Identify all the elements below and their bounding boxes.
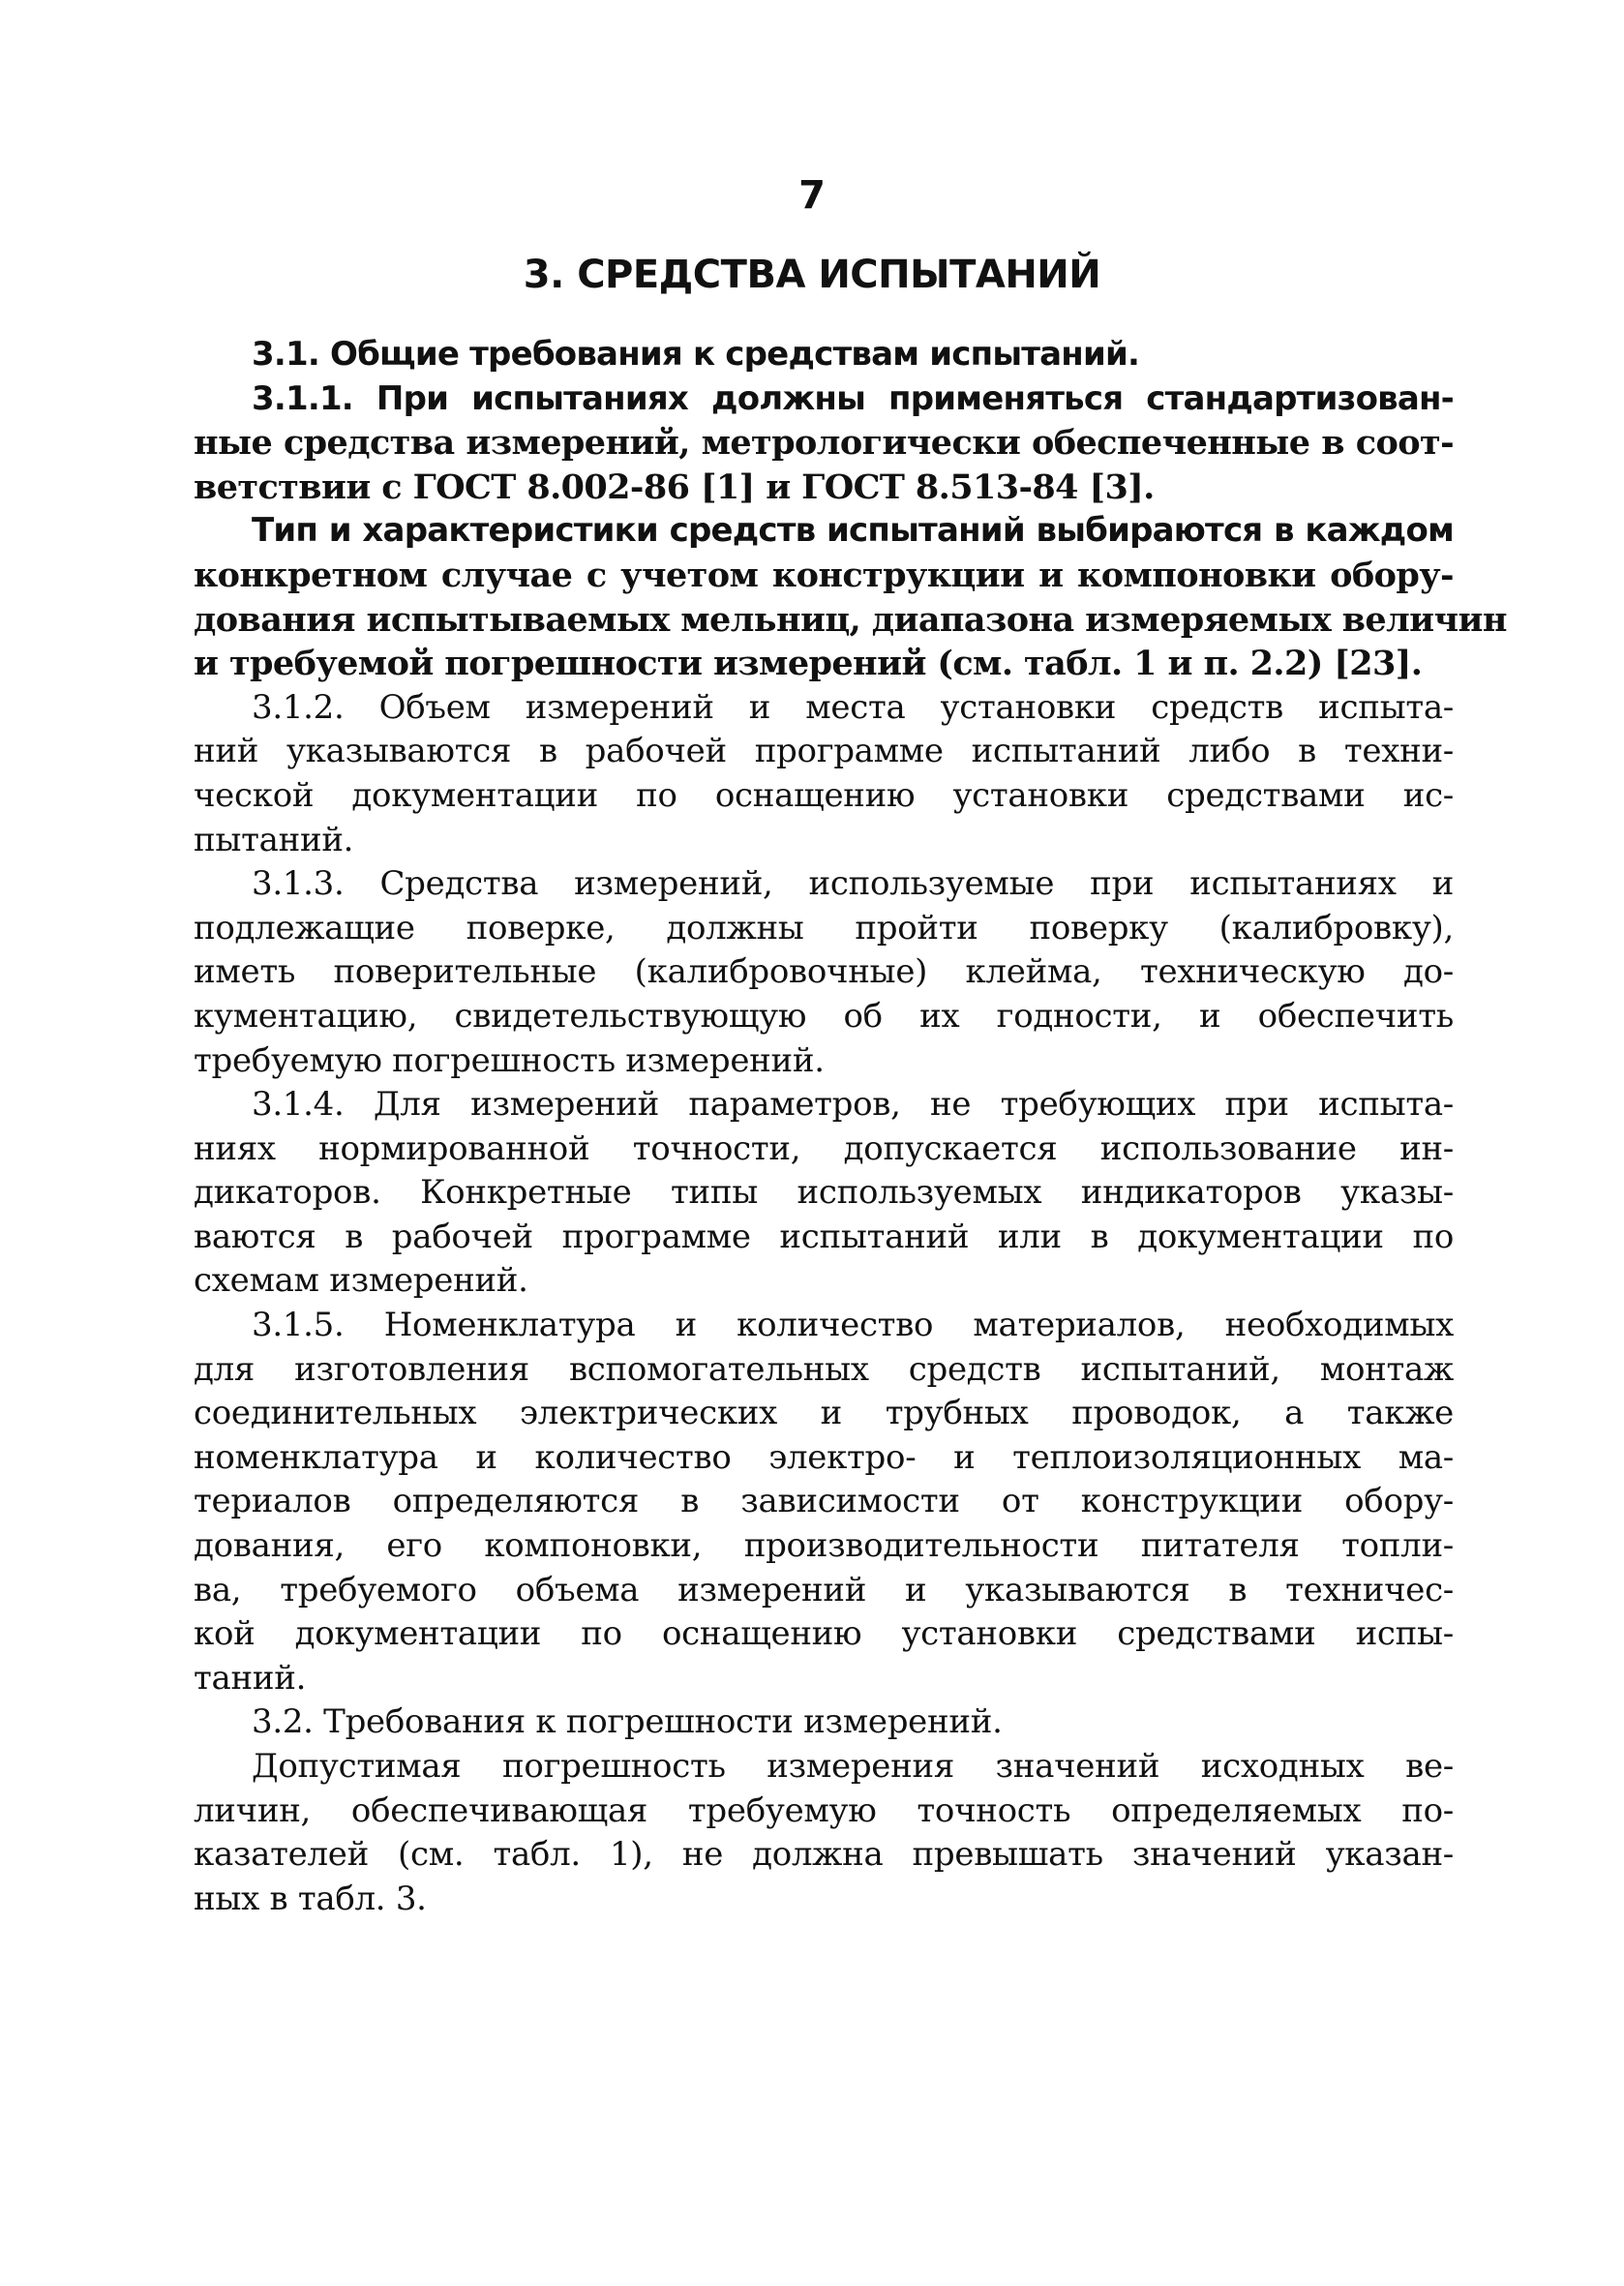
section-title: 3. СРЕДСТВА ИСПЫТАНИЙ (523, 253, 1101, 297)
text-line: казателей (см. табл. 1), не должна превышать значений указан- (194, 1835, 1454, 1875)
text-line: ческой документации по оснащению установки средствами ис- (194, 775, 1454, 815)
text-line: дования испытываемых мельниц, диапазона измеряемых величин (194, 599, 1507, 640)
text-line: Допустимая погрешность измерения значений исходных ве- (252, 1747, 1454, 1786)
text-line: дикаторов. Конкретные типы используемых индикаторов указы- (194, 1173, 1454, 1213)
text-line: ных в табл. 3. (194, 1879, 427, 1918)
page-number: 7 (798, 173, 826, 218)
text-line: иметь поверительные (калибровочные) клейма, техническую до- (194, 952, 1454, 992)
text-line: 3.1.2. Объем измерений и места установки средств испыта- (252, 687, 1454, 727)
document-body (194, 333, 1507, 1921)
text-line: кой документации по оснащению установки средствами испы- (194, 1614, 1454, 1654)
text-line: Тип и характеристики средств испытаний выбираются в каждом (252, 511, 1454, 551)
text-line: подлежащие поверке, должны пройти поверку (калибровку), (194, 908, 1454, 947)
text-line: пытаний. (194, 820, 354, 859)
text-line: для изготовления вспомогательных средств испытаний, монтаж (194, 1349, 1454, 1389)
text-line: и требуемой погрешности измерений (см. табл. 1 и п. 2.2) [23]. (194, 644, 1423, 684)
text-line: ний указываются в рабочей программе испытаний либо в техни- (194, 732, 1454, 771)
text-line: ные средства измерений, метрологически обеспеченные в соот- (194, 423, 1454, 464)
text-line: 3.1.5. Номенклатура и количество материалов, необходимых (252, 1306, 1454, 1345)
text-line: ва, требуемого объема измерений и указываются в техничес- (194, 1570, 1454, 1609)
text-line: требуемую погрешность измерений. (194, 1040, 825, 1080)
text-line: конкретном случае с учетом конструкции и компоновки обору- (194, 555, 1454, 595)
text-line: 3.1.3. Средства измерений, используемые при испытаниях и (252, 864, 1454, 904)
text-line: номенклатура и количество электро- и теплоизоляционных ма- (194, 1437, 1454, 1477)
text-line: ниях нормированной точности, допускается использование ин- (194, 1128, 1454, 1168)
text-line: ваются в рабочей программе испытаний или в документации по (194, 1217, 1454, 1256)
text-line: 3.1.1. При испытаниях должны применяться стандартизован- (252, 378, 1454, 418)
text-line: ветствии с ГОСТ 8.002-86 [1] и ГОСТ 8.513-84 [3]. (194, 466, 1155, 507)
subsection-heading-3-2: 3.2. Требования к погрешности измерений. (252, 1702, 1003, 1742)
text-line: соединительных электрических и трубных проводок, а также (194, 1394, 1454, 1433)
text-line: 3.1.4. Для измерений параметров, не требующих при испыта- (252, 1085, 1454, 1125)
text-line: дования, его компоновки, производительности питателя топли- (194, 1526, 1454, 1566)
subsection-heading-3-1: 3.1. Общие требования к средствам испытаний. (252, 335, 1140, 374)
text-line: схемам измерений. (194, 1261, 528, 1301)
text-line: териалов определяются в зависимости от конструкции обору- (194, 1482, 1454, 1521)
text-line: личин, обеспечивающая требуемую точность определяемых по- (194, 1790, 1454, 1830)
text-line: кументацию, свидетельствующую об их годности, и обеспечить (194, 996, 1454, 1036)
text-line: таний. (194, 1658, 307, 1698)
